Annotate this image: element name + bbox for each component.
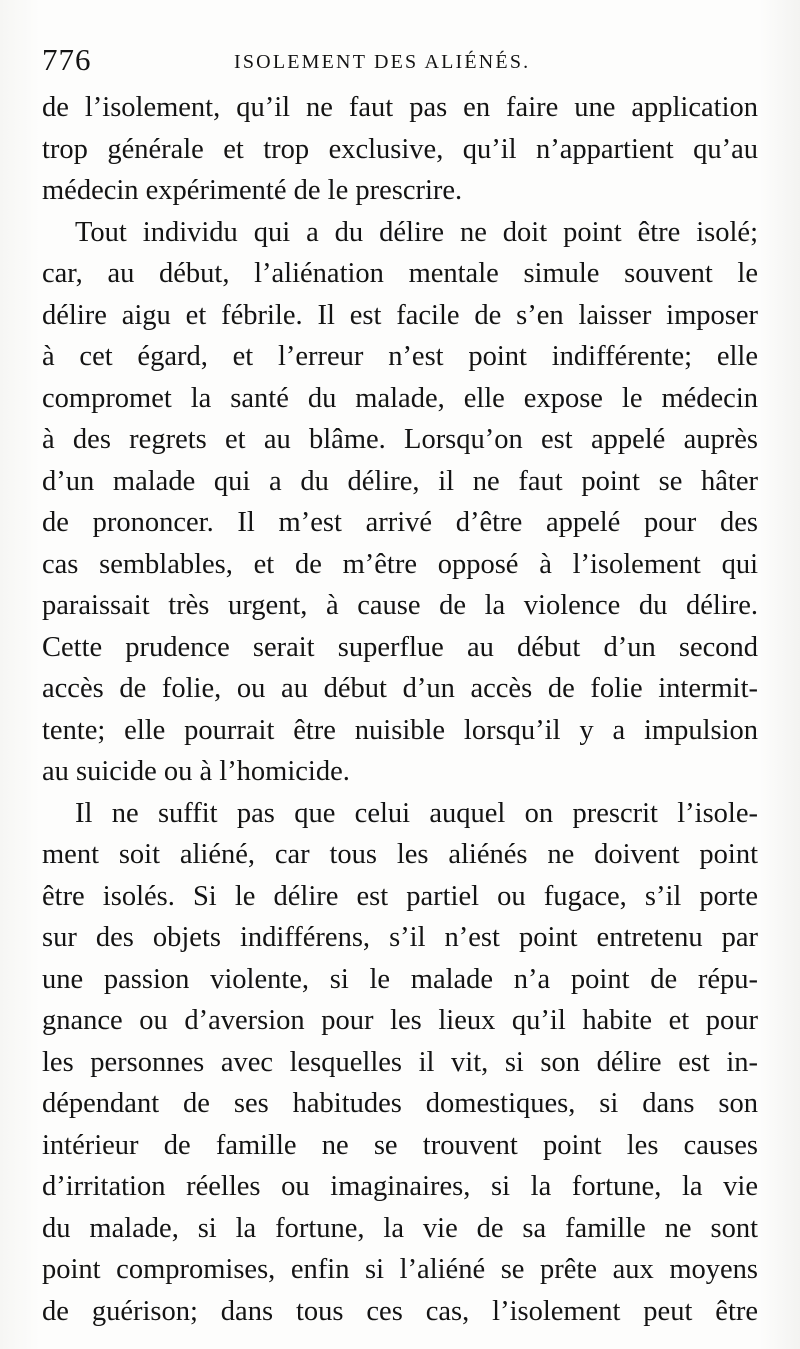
text-line: d’irritation réelles ou imaginaires, si la fortune, la vie [42, 1171, 758, 1202]
text-line: les personnes avec lesquelles il vit, si son délire est in- [42, 1046, 758, 1078]
text-line: dépendant de ses habitudes domestiques, si dans son [42, 1088, 758, 1119]
text-line: gnance ou d’aversion pour les lieux qu’il habite et pour [42, 1005, 758, 1036]
text-line: Cette prudence serait superflue au début d’un second [42, 631, 758, 663]
text-line: sur des objets indifférens, s’il n’est point entretenu par [42, 922, 758, 953]
text-line: tente; elle pourrait être nuisible lorsqu’il y a impulsion [42, 714, 758, 746]
page-number: 776 [42, 42, 92, 77]
text-line: une passion violente, si le malade n’a point de répu- [42, 963, 758, 995]
paragraph-1 [42, 87, 758, 212]
text-line: ment soit aliéné, car tous les aliénés ne doivent point [42, 839, 758, 870]
text-line: Il ne suffit pas que celui auquel on prescrit l’isole- [75, 797, 758, 829]
text-line: cas semblables, et de m’être opposé à l’isolement qui [42, 548, 758, 580]
text-line: compromet la santé du malade, elle expose le médecin [42, 382, 758, 414]
text-line: médecin expérimenté de le prescrire. [42, 175, 463, 206]
text-line: être isolés. Si le délire est partiel ou fugace, s’il porte [42, 880, 758, 912]
text-line: de prononcer. Il m’est arrivé d’être appelé pour des [42, 507, 758, 538]
text-line: paraissait très urgent, à cause de la violence du délire. [42, 590, 758, 621]
text-line: à des regrets et au blâme. Lorsqu’on est appelé auprès [42, 424, 758, 455]
text-line: délire aigu et fébrile. Il est facile de s’en laisser imposer [42, 299, 758, 331]
text-line: car, au début, l’aliénation mentale simule souvent le [42, 258, 758, 289]
text-line: de l’isolement, qu’il ne faut pas en faire une application [42, 92, 758, 123]
running-head: ISOLEMENT DES ALIÉNÉS. [234, 51, 531, 73]
text-line: intérieur de famille ne se trouvent point les causes [42, 1129, 758, 1161]
text-line: de guérison; dans tous ces cas, l’isolement peut être [42, 1295, 758, 1327]
text-line: trop générale et trop exclusive, qu’il n’appartient qu’au [42, 133, 758, 165]
text-line: du malade, si la fortune, la vie de sa famille ne sont [42, 1212, 758, 1244]
text-line: au suicide ou à l’homicide. [42, 756, 350, 787]
text-line: à cet égard, et l’erreur n’est point indifférente; elle [42, 341, 758, 372]
paragraph-3 [42, 793, 758, 1333]
text-line: point compromises, enfin si l’aliéné se prête aux moyens [42, 1254, 758, 1285]
page-header [42, 40, 782, 84]
paragraph-2 [42, 212, 758, 793]
body-text [42, 87, 758, 1332]
text-line: accès de folie, ou au début d’un accès de folie intermit- [42, 673, 758, 704]
text-line: d’un malade qui a du délire, il ne faut point se hâter [42, 465, 758, 497]
text-line: Tout individu qui a du délire ne doit point être isolé; [75, 216, 758, 248]
